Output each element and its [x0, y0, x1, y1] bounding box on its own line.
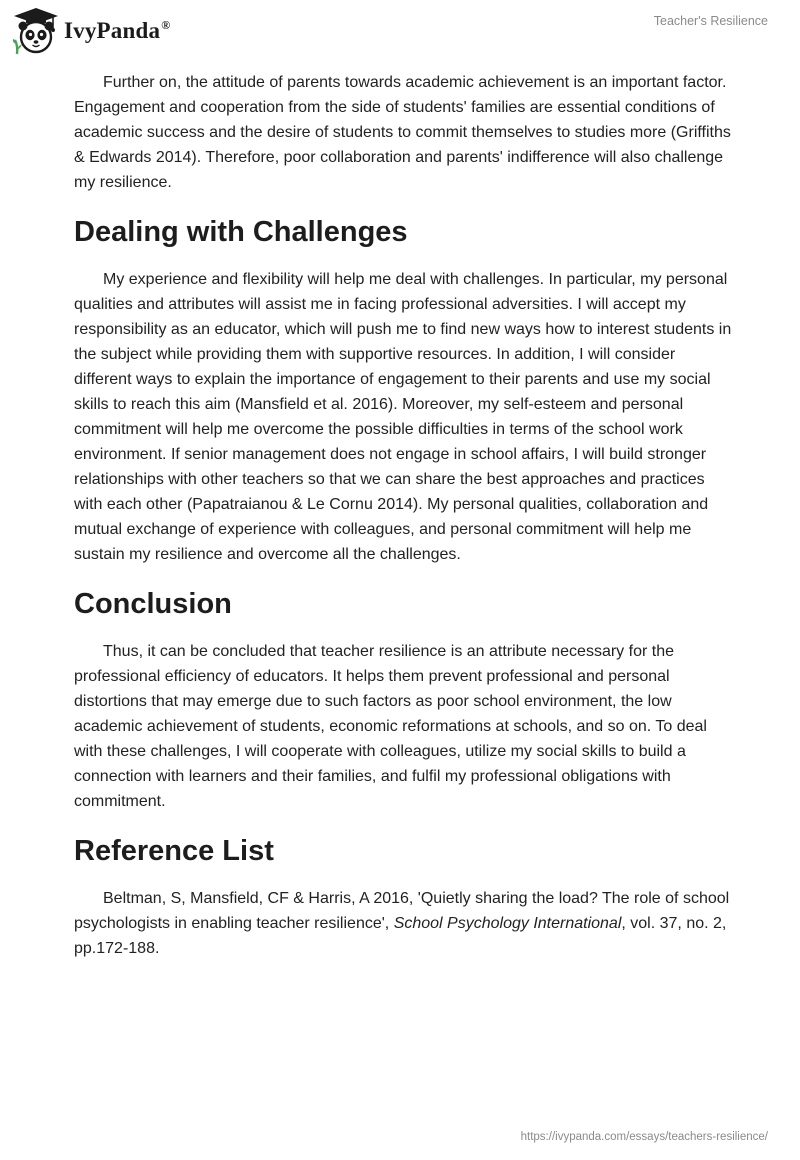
essay-body: [74, 70, 734, 971]
document-running-title: Teacher's Resilience: [653, 14, 768, 28]
ivypanda-logo[interactable]: [12, 6, 170, 56]
intro-paragraph: Further on, the attitude of parents towards academic achievement is an important factor. Engagement and cooperation from the side of students' families are essential conditions of academic success and the desire of students to commit themselves to studies more (Griffiths & Edwards 2014). Therefore, poor collaboration and parents' indifference will also challenge my resilience.: [74, 74, 731, 191]
reference-entry: [74, 886, 734, 961]
conclusion-paragraph: Thus, it can be concluded that teacher resilience is an attribute necessary for the professional efficiency of educators. It helps them prevent professional and personal distortions that may emerge due to such factors as poor school environment, the low academic achievement of students, economic reformations at schools, and so on. To deal with these challenges, I will cooperate with colleagues, utilize my social skills to build a connection with learners and their families, and fulfil my professional obligations with commitment.: [74, 643, 707, 810]
reference-authors-title: Beltman, S, Mansfield, CF & Harris, A 2016, 'Quietly sharing the load? The role of school psychologists in enabling teacher resilience',: [74, 890, 730, 932]
logo-wordmark: IvyPanda®: [64, 18, 171, 43]
reference-journal: School Psychology International: [393, 915, 622, 932]
heading-reference-list: Reference List: [74, 835, 274, 867]
panda-mascot-icon: [12, 6, 60, 56]
reference-details: , vol. 37, no. 2, pp.172-188.: [74, 915, 727, 957]
challenges-paragraph: My experience and flexibility will help me deal with challenges. In particular, my personal qualities and attributes will assist me in facing professional adversities. I will accept my responsibility as an educator, which will push me to find new ways how to interest students in the subject while providing them with supportive resources. In addition, I will consider different ways to explain the importance of engagement to their parents and use my social skills to reach this aim (Mansfield et al. 2016). Moreover, my self-esteem and personal commitment will help me overcome the possible difficulties in terms of the school work environment. If senior management does not engage in school affairs, I will build stronger relationships with other teachers so that we can share the best approaches and practices with each other (Papatraianou & Le Cornu 2014). My personal qualities, collaboration and mutual exchange of experience with colleagues, and personal commitment will help me sustain my resilience and overcome all the challenges.: [74, 271, 732, 563]
heading-dealing-with-challenges: Dealing with Challenges: [74, 216, 408, 248]
footer-source-link[interactable]: https://ivypanda.com/essays/teachers-resilience/: [520, 1131, 768, 1143]
page-header: [0, 0, 800, 64]
heading-conclusion: Conclusion: [74, 588, 232, 620]
